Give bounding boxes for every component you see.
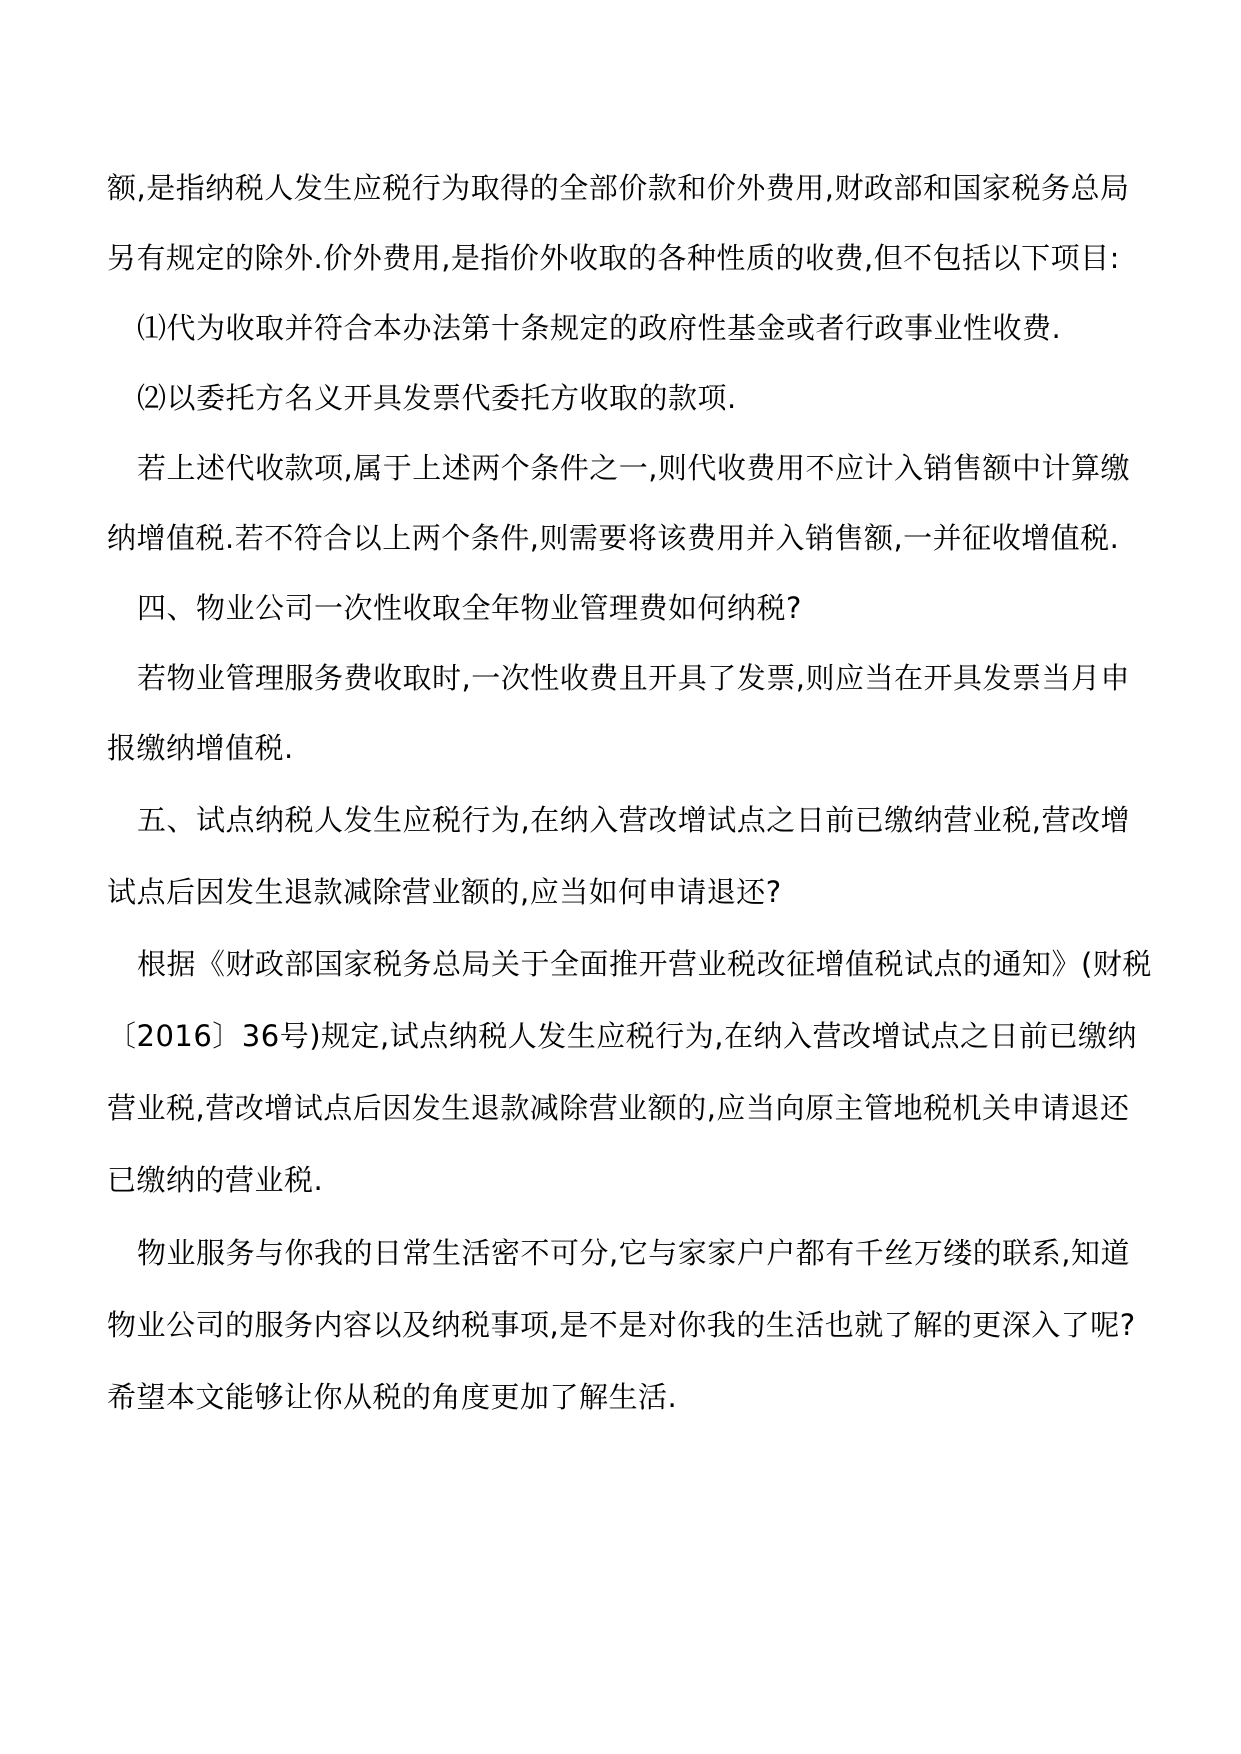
list-item: ⑵以委托方名义开具发票代委托方收取的款项. — [137, 381, 737, 415]
text-line: 〔2016〕36号)规定,试点纳税人发生应税行为,在纳入营改增试点之日前已缴纳 — [107, 1019, 1137, 1053]
section-heading: 四、物业公司一次性收取全年物业管理费如何纳税? — [137, 591, 802, 625]
text-line: 物业服务与你我的日常生活密不可分,它与家家户户都有千丝万缕的联系,知道 — [137, 1236, 1130, 1270]
text-line: 若物业管理服务费收取时,一次性收费且开具了发票,则应当在开具发票当月申 — [137, 661, 1130, 695]
text-line: 另有规定的除外.价外费用,是指价外收取的各种性质的收费,但不包括以下项目: — [107, 241, 1120, 275]
text-line: 报缴纳增值税. — [107, 731, 294, 765]
text-line: 物业公司的服务内容以及纳税事项,是不是对你我的生活也就了解的更深入了呢? — [107, 1308, 1136, 1342]
text-line: 希望本文能够让你从税的角度更加了解生活. — [107, 1380, 678, 1414]
text-line: 纳增值税.若不符合以上两个条件,则需要将该费用并入销售额,一并征收增值税. — [107, 521, 1120, 555]
text-line: 营业税,营改增试点后因发生退款减除营业额的,应当向原主管地税机关申请退还 — [107, 1091, 1130, 1125]
section-heading: 五、试点纳税人发生应税行为,在纳入营改增试点之日前已缴纳营业税,营改增 — [137, 803, 1130, 837]
text-line: 额,是指纳税人发生应税行为取得的全部价款和价外费用,财政部和国家税务总局 — [107, 171, 1130, 205]
list-item: ⑴代为收取并符合本办法第十条规定的政府性基金或者行政事业性收费. — [137, 311, 1062, 345]
text-line: 若上述代收款项,属于上述两个条件之一,则代收费用不应计入销售额中计算缴 — [137, 451, 1130, 485]
text-line: 根据《财政部国家税务总局关于全面推开营业税改征增值税试点的通知》(财税 — [137, 947, 1152, 981]
text-line: 已缴纳的营业税. — [107, 1163, 324, 1197]
section-heading: 试点后因发生退款减除营业额的,应当如何申请退还? — [107, 875, 782, 909]
